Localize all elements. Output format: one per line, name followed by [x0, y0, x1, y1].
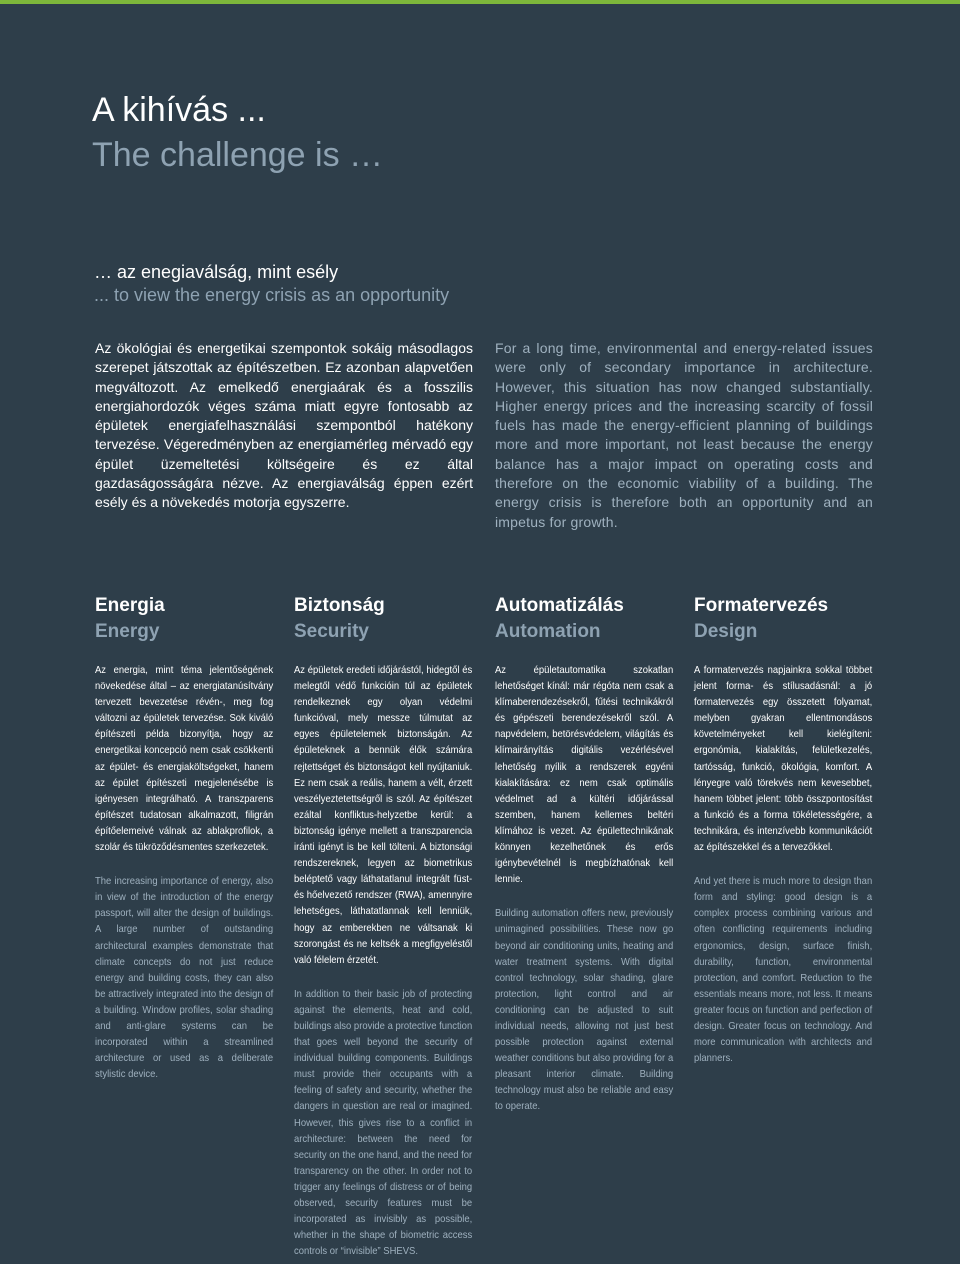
intro-paragraph-hu: Az ökológiai és energetikai szempontok sokáig másodlagos szerepet játszottak az építészetben. Ez azonban alapvetően megváltozott. Az emelkedő energiaárak és a fosszilis energiahordozók véges száma miatt egyre fontosabb az épületek energiafelhasználási szempontból hatékony tervezése. Végeredményben az energiamérleg mérvadó egy épület üzemeltetési költségeire és ez által gazdaságosságára nézve. Az energiaválság éppen ezért esély és a növekedés motorja egyszerre. [95, 340, 473, 511]
column-text-hu: Az épületautomatika szokatlan lehetőséget kínál: már régóta nem csak a klímaberendezésekről, fűtési technikákról és gépészeti berendezésekről szól. A napvédelem, betörésvédelem, világítás és klímairányítás digitális vezérlésével lehetőség nyílik a rendszerek egyéni kialakítására: ez nem csak optimális védelmet ad a kültéri időjárással szemben, hanem kellemes beltéri klímához is vezet. Az épülettechnikának könnyen kezelhetőnek és erős igénybevételnél is megbízhatónak kell lennie. [495, 664, 674, 886]
column-automation [495, 594, 673, 1115]
column-heading-en: Design [694, 621, 758, 642]
top-accent-rule [0, 0, 960, 4]
column-text-hu: A formatervezés napjainkra sokkal többet jelent forma- és stílusadásnál: a jó formatervezés egy összetett folyamat, melyben gyakran ellentmondásos követelményeket kell kielégíteni: ergonómia, kialakítás, felületkezelés, tartósság, funkció, ökológia, komfort. A lényegre való törekvés nem kevesebbet, hanem többet jelent: több összpontosítást a funkció és a forma tökéletességére, a technikára, és intenzívebb kommunikációt az építészekkel és a tervezőkkel. [694, 664, 873, 854]
column-heading-hu: Automatizálás [495, 595, 624, 616]
column-heading-hu: Formatervezés [694, 595, 829, 616]
column-text-hu: Az energia, mint téma jelentőségének növekedése által – az energiatanúsítvány tervezett bevezetése révén-, meg fog változni az épületek tervezése. Sok kiváló építészeti példa bizonyítja, hogy az energetikai koncepció nem csak csökkenti az épület- és energiaköltségeket, hanem az épület építészeti megjelenésébe is igényesen integrálható. A transzparens építészet tudatosan alkalmazott, filigrán építőelemeivé válnak az ablakprofilok, a szolár és tükröződésmentes szerkezetek. [95, 664, 274, 854]
column-design [694, 594, 872, 1066]
column-heading-hu: Biztonság [294, 595, 385, 616]
column-heading-en: Security [294, 621, 369, 642]
column-text-en: Building automation offers new, previously unimagined possibilities. These now go beyond air conditioning units, heating and water treatment systems. With digital control technology, solar shading, glare protection, light control and air conditioning can be adjusted to suit individual needs, allowing not just best possible protection against external weather conditions but also providing for a pleasant interior climate. Building technology must also be reliable and easy to operate. [495, 907, 674, 1113]
column-text-en: In addition to their basic job of protecting against the elements, heat and cold, buildings also provide a protective function that goes well beyond the security of individual building components. Buildings must provide their occupants with a feeling of safety and security, whether the dangers in question are real or imagined. However, this gives rise to a conflict in architecture: between the need for security on the one hand, and the need for transparency on the other. In order not to trigger any feelings of distress or of being observed, security features must be incorporated as invisibly as possible, whether in the shape of biometric access controls or “invisible” SHEVS. [294, 987, 473, 1258]
intro-paragraph-en: For a long time, environmental and energy-related issues were only of secondary importance in architecture. However, this situation has now changed substantially. Higher energy prices and the increasing scarcity of fossil fuels has made the energy-efficient planning of buildings more and more important, not least because the energy balance has a major impact on operating costs and therefore on the economic viability of a building. The energy crisis is therefore both an opportunity and an impetus for growth. [495, 340, 873, 530]
column-heading-en: Energy [95, 621, 160, 642]
column-security [294, 594, 472, 1259]
page-title-en: The challenge is … [92, 136, 384, 174]
column-text-en: And yet there is much more to design than form and styling: good design is a complex process combining various and often conflicting requirements including ergonomics, design, surface finish, durability, function, environmental protection, and comfort. Reduction to the essentials means more, not less. It means greater focus on function and perfection of design. Greater focus on technology. And more communication with architects and planners. [694, 875, 873, 1065]
column-text-en: The increasing importance of energy, also in view of the introduction of the energy passport, will alter the design of buildings. A large number of outstanding architectural examples demonstrate that climate concepts do not just reduce energy and building costs, they can also be attractively integrated into the design of a building. Window profiles, solar shading and anti-glare systems can be incorporated within a streamlined architecture or used as a deliberate stylistic device. [95, 875, 274, 1081]
column-energy [95, 594, 273, 1082]
subtitle-en: ... to view the energy crisis as an opportunity [94, 285, 450, 305]
column-heading-en: Automation [495, 621, 601, 642]
page-title-hu: A kihívás ... [92, 91, 266, 129]
subtitle-hu: … az enegiaválság, mint esély [94, 262, 339, 282]
column-text-hu: Az épületek eredeti időjárástól, hidegtől és melegtől védő funkcióin túl az épületek rendelkeznek egy olyan védelmi funkcióval, mely messze túlmutat az egyes épületelemek biztonságán. Az épületeknek a bennük élők számára rejtettséget és biztonságot kell nyújtaniuk. Ez nem csak a reális, hanem a vélt, érzett veszélyeztetettségről is szól. Az építészet ezáltal konfliktus-helyzetbe kerül: a biztonság igénye mellett a transzparencia iránti igényt is be kell tölteni. A biztonsági rendszereknek, legyen az biometrikus beléptető vagy láthatatlanul integrált füst- és hőelvezető rendszer (RWA), amennyire lehetséges, láthatatlannak kell lenniük, hogy az emberekben ne váltsanak ki szorongást és ne keltsék a megfigyeléstől való félelem érzetét. [294, 664, 473, 966]
column-heading-hu: Energia [95, 595, 165, 616]
